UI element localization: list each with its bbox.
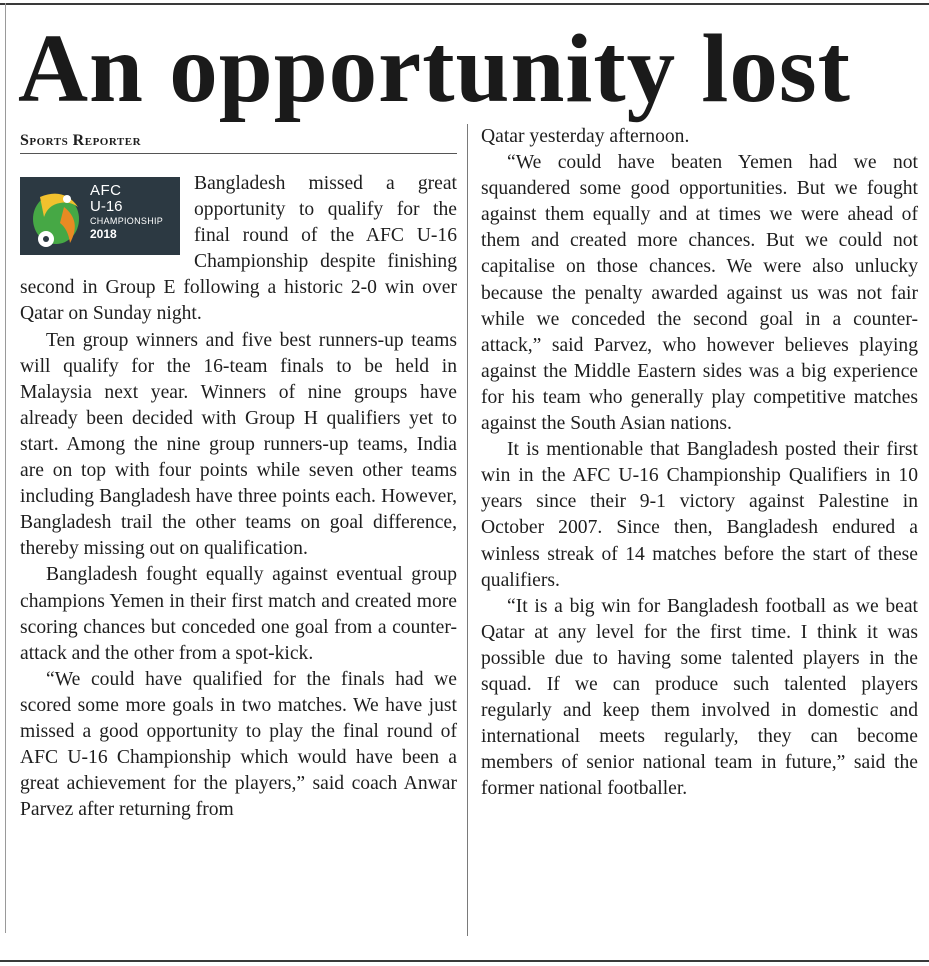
column-divider <box>467 124 468 936</box>
headline: An opportunity lost <box>18 15 851 122</box>
paragraph: “We could have qualified for the finals had we scored some more goals in two matches. We have just missed a good opportunity to play the final round of AFC U-16 Championship which would have been a great achievement for the players,” said coach Anwar Parvez after returning from <box>20 668 457 821</box>
paragraph-continued: Qatar yesterday afternoon. <box>481 126 690 147</box>
article-column-2 <box>481 124 918 802</box>
logo-year: 2018 <box>90 227 117 241</box>
logo-championship: CHAMPIONSHIP <box>90 216 164 226</box>
paragraph: Ten group winners and five best runners-up teams will qualify for the 16-team finals to be held in Malaysia next year. Winners of nine groups have already been decided with Group H qualifiers yet to start. Among the nine group runners-up teams, India are on top with four points while seven other teams including Bangladesh have three points each. However, Bangladesh trail the other teams on goal difference, thereby missing out on qualification. <box>20 329 457 560</box>
paragraph: “We could have beaten Yemen had we not squandered some good opportunities. But we fought against them equally and at times we were ahead of them and created more chances. But we could not capitalise on those chances. We were also unlucky because the penalty awarded against us was not fair while we conceded the second goal in a counter-attack,” said Parvez, who however believes playing against the Middle Eastern sides was a big experience for his team who generally play competitive matches against the South Asian nations. <box>481 152 918 435</box>
paragraph: “It is a big win for Bangladesh football as we beat Qatar at any level for the first time. I think it was possible due to having some talented players in the squad. If we can produce such talented players regularly and keep them involved in domestic and international meets regularly, they can become members of senior national team in future,” said the former national footballer. <box>481 595 918 800</box>
logo-u16: U-16 <box>90 198 123 215</box>
top-rule <box>0 3 929 5</box>
afc-u16-championship-logo <box>20 177 180 255</box>
logo-afc: AFC <box>90 182 122 199</box>
logo-text <box>90 183 163 240</box>
paragraph: It is mentionable that Bangladesh posted their first win in the AFC U-16 Championship Qualifiers in 10 years since their 9-1 victory against Palestine in October 2007. Since then, Bangladesh endured a winless streak of 14 matches before the start of these qualifiers. <box>481 439 918 591</box>
bottom-rule <box>0 960 929 962</box>
article-column-1 <box>20 171 457 823</box>
byline: Sports Reporter <box>20 132 457 154</box>
paragraph: Bangladesh missed a great opportunity to qualify for the final round of the AFC U-16 Championship despite finishing second in Group E following a historic 2-0 win over Qatar on Sunday night. <box>20 173 457 325</box>
paragraph: Bangladesh fought equally against eventual group champions Yemen in their first match and created more scoring chances but conceded one goal from a counter-attack and the other from a spot-kick. <box>20 564 457 664</box>
left-rule <box>5 3 6 933</box>
